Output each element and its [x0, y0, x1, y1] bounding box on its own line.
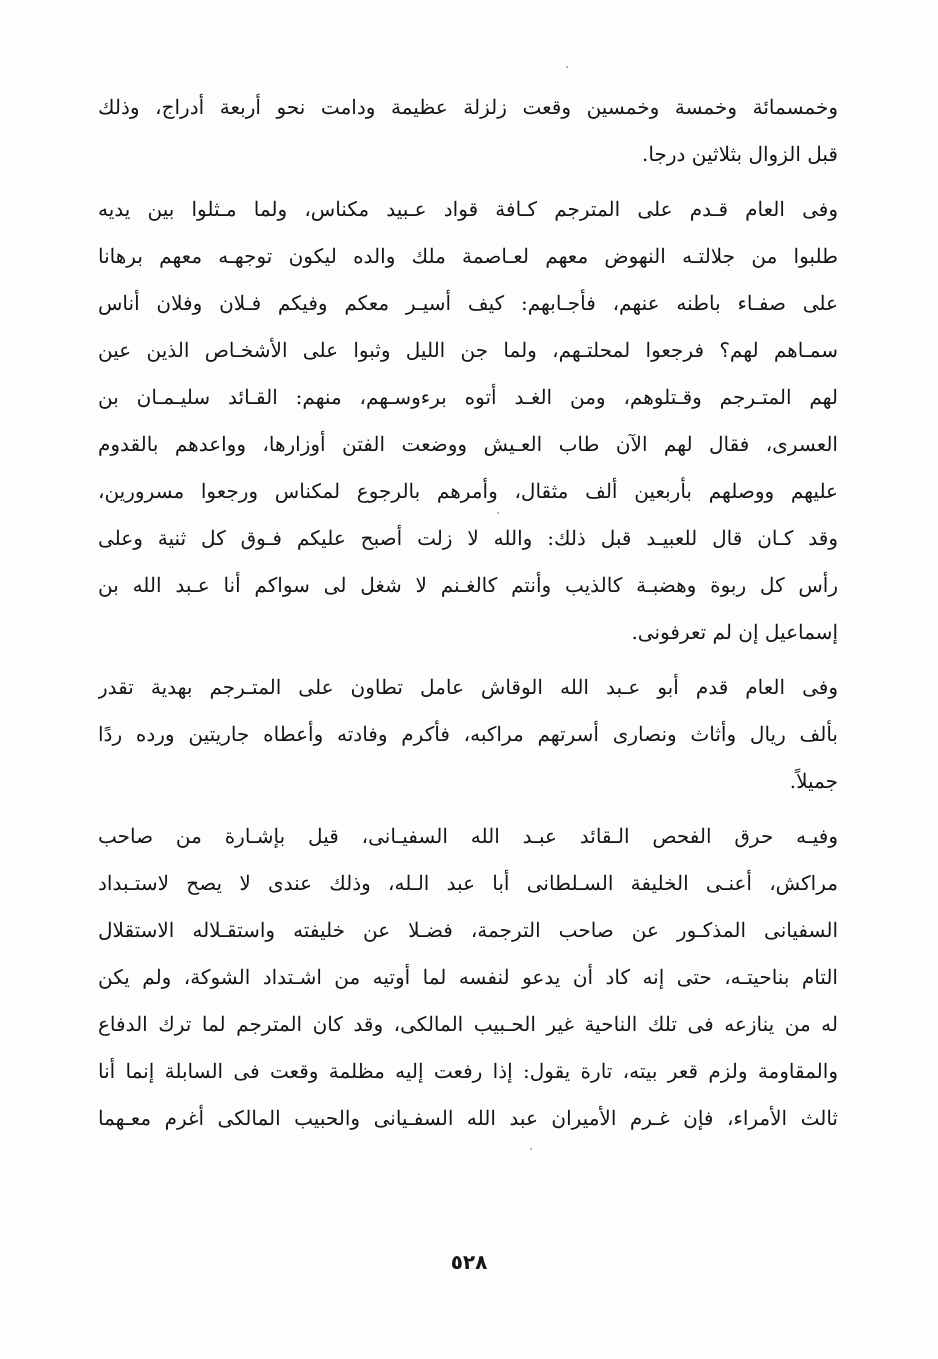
text-line: التام بناحيتـه، حتى إنه كاد أن يدعو لنفسه لما أوتيه من اشـتداد الشوكة، ولم يكن [98, 965, 838, 989]
text-line: السفيانى المذكـور عن صاحب الترجمة، فضـلا عن خليفته واستقـلاله الاستقلال [98, 918, 838, 942]
paragraph-1 [98, 84, 838, 178]
page-number: ٥٢٨ [450, 1250, 488, 1274]
text-line: قبل الزوال بثلاثين درجا. [642, 142, 838, 166]
text-line: العسرى، فقال لهم الآن طاب العـيش ووضعت الفتن أوزارها، وواعدهم بالقدوم [98, 432, 838, 456]
text-line: وفى العام قـدم على المترجم كـافة قواد عـبيد مكناس، ولما مـثلوا بين يديه [98, 197, 838, 221]
text-line: إسماعيل إن لم تعرفونى. [631, 620, 838, 644]
text-line: ثالث الأمراء، فإن غـرم الأميران عبد الله السفـيانى والحبيب المالكى أغرم معـهما [98, 1106, 838, 1130]
text-line: وقد كـان قال للعبيـد قبل ذلك: والله لا زلت أصبح عليكم فـوق كل ثنية وعلى [98, 526, 838, 550]
text-line: بألف ريال وأثاث ونصارى أسرتهم مراكبه، فأكرم وفادته وأعطاه جاريتين ورده ردًا [98, 722, 838, 746]
text-line: له من ينازعه فى تلك الناحية غير الحـبيب المالكى، وقد كان المترجم لما ترك الدفاع [98, 1012, 838, 1036]
text-line: رأس كل ربوة وهضبـة كالذيب وأنتم كالغـنم لا شغل لى سواكم أنا عـبد الله بن [98, 573, 838, 597]
text-line: وفى العام قدم أبو عـبد الله الوقاش عامل تطاون على المتـرجم بهدية تقدر [98, 675, 838, 699]
scan-speck [497, 512, 499, 514]
paragraph-4 [98, 813, 838, 1142]
text-line: سمـاهم لهم؟ فرجعوا لمحلتـهم، ولما جن الليل وثبوا على الأشخـاص الذين عين [98, 338, 838, 362]
text-line: لهم المتـرجم وقـتلوهم، ومن الغـد أتوه برءوسـهم، منهم: القـائد سليـمـان بن [98, 385, 838, 409]
text-line: وفيـه حرق الفحص الـقائد عبـد الله السفيـانى، قيل بإشـارة من صاحب [98, 824, 838, 848]
text-line: على صفـاء باطنه عنهم، فأجـابهم: كيف أسيـر معكم وفيكم فـلان وفلان أناس [98, 291, 838, 315]
text-line: والمقاومة ولزم قعر بيته، تارة يقول: إذا رفعت إليه مظلمة وقعت فى السابلة إنما أنا [98, 1059, 838, 1083]
text-line: وخمسمائة وخمسة وخمسين وقعت زلزلة عظيمة ودامت نحو أربعة أدراج، وذلك [98, 95, 838, 119]
text-line: طلبوا من جلالتـه النهوض معهم لعـاصمة ملك والده ليكون توجهـه معهم برهانا [98, 244, 838, 268]
text-line: جميلاً. [789, 769, 838, 793]
scan-speck [530, 1148, 532, 1150]
text-line: عليهم ووصلهم بأربعين ألف مثقال، وأمرهم بالرجوع لمكناس ورجعوا مسرورين، [98, 479, 838, 503]
paragraph-3 [98, 664, 838, 805]
paragraph-2 [98, 186, 838, 656]
body-text [98, 84, 838, 1142]
text-line: مراكش، أعنـى الخليفة السـلطانى أبا عبد الـله، وذلك عندى لا يصح لاستـبداد [98, 871, 838, 895]
scan-speck [566, 66, 568, 68]
